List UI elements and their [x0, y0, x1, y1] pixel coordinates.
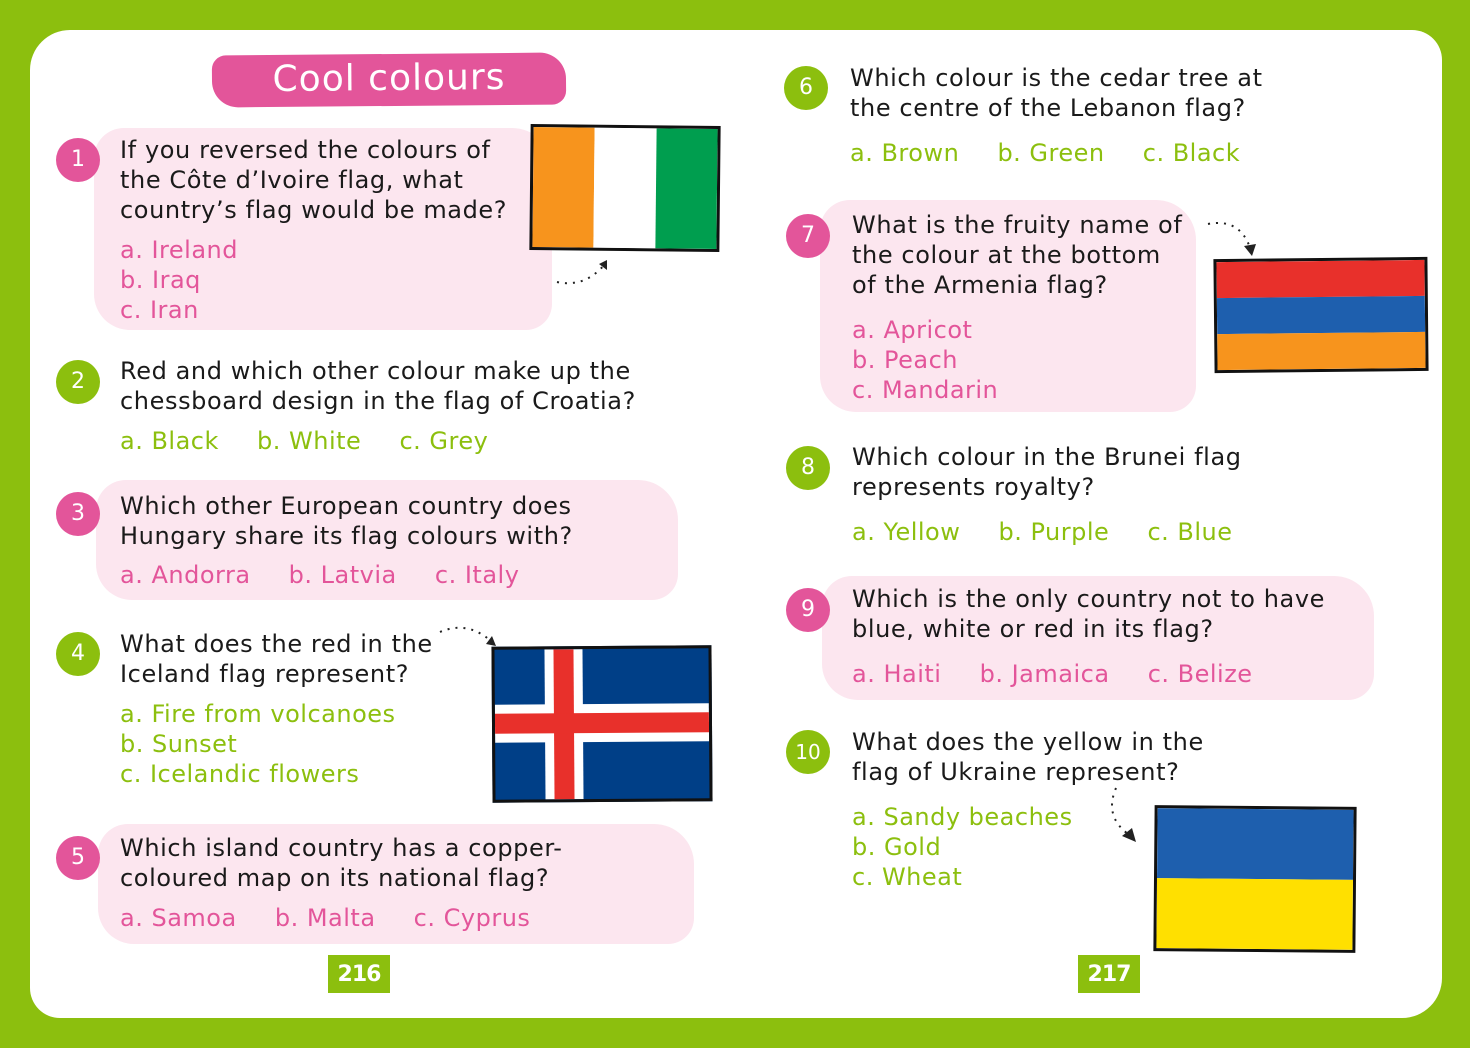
question-1-number: 1	[56, 138, 100, 182]
question-4-option-c[interactable]: c. Icelandic flowers	[120, 760, 360, 788]
question-9-option-b[interactable]: b. Jamaica	[979, 660, 1110, 688]
armenia-flag	[1213, 257, 1428, 373]
question-1-option-b[interactable]: b. Iraq	[120, 266, 201, 294]
question-9-number: 9	[786, 588, 830, 632]
cote-divoire-flag	[529, 124, 720, 252]
question-3-text: Which other European country does Hungary share its flag colours with?	[120, 492, 573, 550]
question-6-option-c[interactable]: c. Black	[1142, 139, 1241, 167]
question-4-options	[120, 699, 396, 789]
question-6-text: Which colour is the cedar tree at the centre of the Lebanon flag?	[850, 64, 1263, 122]
dotted-arrow-icon	[555, 258, 615, 288]
question-2-option-c[interactable]: c. Grey	[399, 427, 489, 455]
question-1-option-a[interactable]: a. Ireland	[120, 236, 238, 264]
dotted-arrow-icon	[1206, 218, 1262, 260]
page-title: Cool colours	[212, 52, 566, 107]
question-3-options	[120, 560, 549, 590]
question-7-number: 7	[786, 214, 830, 258]
question-5-number: 5	[56, 836, 100, 880]
question-10-text: What does the yellow in the flag of Ukraine represent?	[852, 728, 1204, 786]
question-3-option-b[interactable]: b. Latvia	[288, 561, 397, 589]
question-7-options	[852, 315, 998, 405]
question-7-option-c[interactable]: c. Mandarin	[852, 376, 999, 404]
question-5-option-b[interactable]: b. Malta	[274, 904, 376, 932]
question-10-options	[852, 802, 1073, 892]
question-2-option-b[interactable]: b. White	[257, 427, 362, 455]
question-7-option-b[interactable]: b. Peach	[852, 346, 958, 374]
question-6-option-a[interactable]: a. Brown	[850, 139, 960, 167]
question-8-option-c[interactable]: c. Blue	[1147, 518, 1233, 546]
question-3-option-a[interactable]: a. Andorra	[120, 561, 251, 589]
question-9-option-a[interactable]: a. Haiti	[852, 660, 942, 688]
dotted-arrow-icon	[1104, 786, 1144, 846]
iceland-flag	[491, 645, 712, 803]
question-5-option-c[interactable]: c. Cyprus	[413, 904, 531, 932]
question-2-options	[120, 426, 518, 456]
question-5-options	[120, 903, 560, 933]
question-9-option-c[interactable]: c. Belize	[1147, 660, 1253, 688]
question-8-option-a[interactable]: a. Yellow	[852, 518, 961, 546]
question-3-option-c[interactable]: c. Italy	[434, 561, 520, 589]
question-6-number: 6	[784, 66, 828, 110]
question-5-text: Which island country has a copper- coloured map on its national flag?	[120, 834, 563, 892]
question-1-option-c[interactable]: c. Iran	[120, 296, 199, 324]
dotted-arrow-icon	[438, 620, 498, 648]
question-6-option-b[interactable]: b. Green	[997, 139, 1105, 167]
question-10-option-c[interactable]: c. Wheat	[852, 863, 963, 891]
question-4-text: What does the red in the Iceland flag represent?	[120, 630, 433, 688]
question-9-options	[852, 659, 1283, 689]
question-8-option-b[interactable]: b. Purple	[998, 518, 1110, 546]
question-2-text: Red and which other colour make up the chessboard design in the flag of Croatia?	[120, 357, 636, 415]
question-7-option-a[interactable]: a. Apricot	[852, 316, 973, 344]
ukraine-flag	[1153, 805, 1356, 953]
page-number-left: 216	[328, 955, 390, 993]
question-8-options	[852, 517, 1263, 547]
question-8-number: 8	[786, 446, 830, 490]
question-3-number: 3	[56, 492, 100, 536]
question-9-text: Which is the only country not to have blue, white or red in its flag?	[852, 585, 1326, 643]
question-10-option-b[interactable]: b. Gold	[852, 833, 942, 861]
page-number-right: 217	[1078, 955, 1140, 993]
question-8-text: Which colour in the Brunei flag represents royalty?	[852, 443, 1242, 501]
question-10-option-a[interactable]: a. Sandy beaches	[852, 803, 1073, 831]
question-2-number: 2	[56, 360, 100, 404]
question-4-number: 4	[56, 632, 100, 676]
question-4-option-a[interactable]: a. Fire from volcanoes	[120, 700, 396, 728]
question-10-number: 10	[786, 730, 830, 774]
question-5-option-a[interactable]: a. Samoa	[120, 904, 237, 932]
question-2-option-a[interactable]: a. Black	[120, 427, 219, 455]
question-4-option-b[interactable]: b. Sunset	[120, 730, 238, 758]
question-7-text: What is the fruity name of the colour at the bottom of the Armenia flag?	[852, 211, 1183, 299]
question-6-options	[850, 138, 1270, 168]
question-1-text: If you reversed the colours of the Côte d’Ivoire flag, what country’s flag would be made?	[120, 136, 508, 224]
question-1-options	[120, 235, 238, 325]
